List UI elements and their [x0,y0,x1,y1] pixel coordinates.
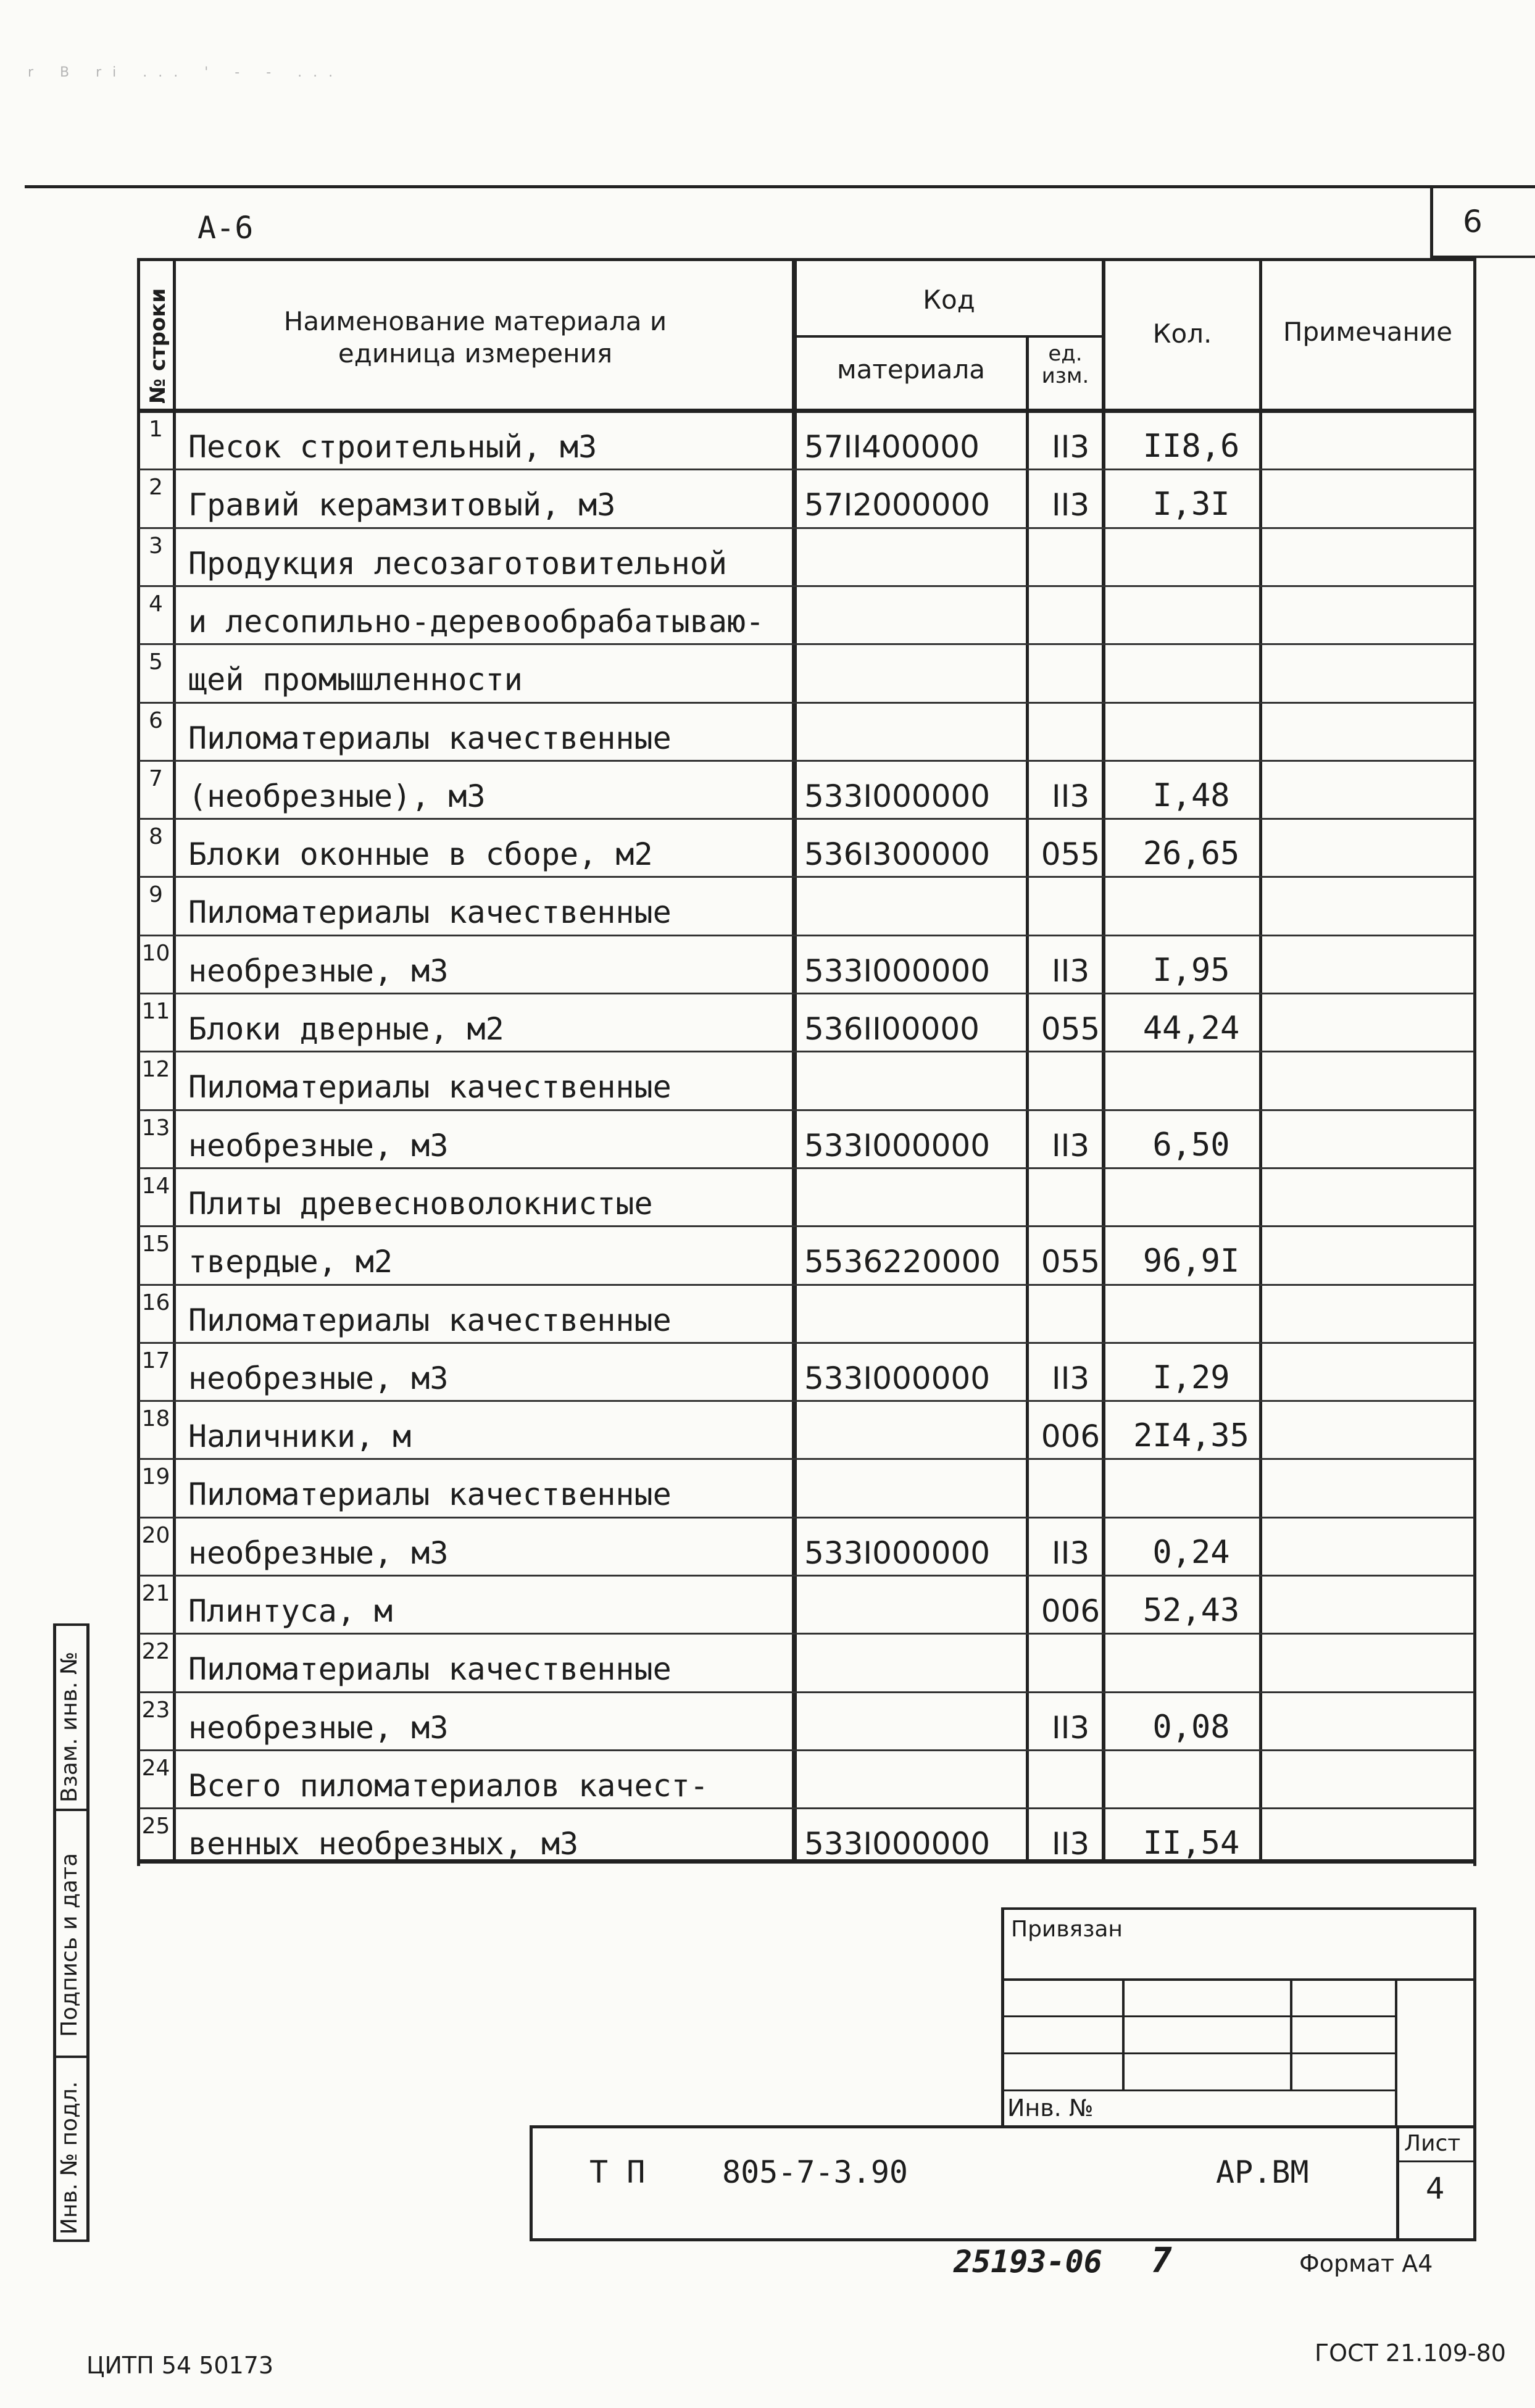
row-number: 22 [141,1639,170,1665]
unit-code: II3 [1051,487,1090,523]
material-code [799,1575,1034,1633]
row-number: 13 [141,1115,170,1141]
row-divider [139,1807,1474,1809]
table-row [139,702,1474,760]
unit-code [1032,1633,1109,1691]
sheet-label: А-6 [198,210,254,246]
quantity: 2I4,35 [1133,1417,1249,1455]
podpis-label: Подпись и дата [57,1852,82,2037]
unit-code [1032,1167,1109,1225]
material-code: 57II400000 [804,429,980,465]
table-row [139,1517,1474,1575]
table-row [139,1400,1474,1458]
table-row [139,1691,1474,1749]
material-code [799,1691,1034,1749]
header-name: Наименование материала и единица измерения [283,306,667,369]
material-code [799,1749,1034,1807]
row-divider [139,1691,1474,1693]
material-code: 536I300000 [804,836,991,873]
quantity [1111,643,1271,701]
material-code [799,643,1034,701]
material-code [799,1051,1034,1109]
table-row [139,876,1474,934]
row-divider [139,760,1474,762]
quantity: 26,65 [1142,835,1240,873]
row-number: 21 [141,1581,170,1606]
quantity [1111,1051,1271,1109]
material-code [799,702,1034,760]
doc-code: АР.ВМ [1216,2154,1309,2190]
header-material: материала [836,354,985,385]
material-code [799,1633,1034,1691]
table-row [139,585,1474,643]
row-divider [139,818,1474,820]
material-name: необрезные, м3 [188,1535,449,1571]
material-code [799,585,1034,643]
table-row [139,1749,1474,1807]
row-divider [139,1225,1474,1227]
unit-code: II3 [1051,952,1090,989]
table-row [139,1633,1474,1691]
row-number: 9 [149,882,163,908]
table-row [139,935,1474,993]
unit-code [1032,1051,1109,1109]
row-divider [139,1400,1474,1402]
row-number: 19 [141,1464,170,1490]
unit-code: 055 [1041,1244,1100,1280]
unit-code: 055 [1041,836,1100,873]
row-number: 12 [141,1057,170,1083]
row-number: 10 [141,940,170,966]
scan-noise: r B ri ... ' - - ... [28,65,344,80]
header-code: Код [923,285,975,315]
quantity: 0,24 [1152,1533,1230,1571]
material-code [799,1167,1034,1225]
row-number: 2 [149,475,163,501]
row-number: 7 [149,765,163,791]
unit-code [1032,1284,1109,1342]
quantity: 0,08 [1152,1708,1230,1746]
quantity [1111,585,1271,643]
quantity [1111,1633,1271,1691]
quantity: II8,6 [1142,428,1240,465]
row-divider [139,1517,1474,1519]
unit-code [1032,643,1109,701]
quantity: I,95 [1152,951,1230,989]
row-number: 6 [149,707,163,733]
material-name: Пиломатериалы качественные [188,1477,672,1513]
row-divider [139,993,1474,994]
citp-label: ЦИТП 54 50173 [86,2352,274,2379]
quantity: 6,50 [1152,1126,1230,1164]
table-row [139,1284,1474,1342]
quantity [1111,1749,1271,1807]
row-divider [139,1167,1474,1169]
table-row [139,1807,1474,1865]
material-name: Гравий керамзитовый, м3 [188,487,616,523]
material-code [799,1458,1034,1516]
material-name: Блоки оконные в сборе, м2 [188,836,653,873]
row-divider [139,1749,1474,1751]
quantity [1111,1284,1271,1342]
material-name: твердые, м2 [188,1244,393,1280]
row-number-label: № строки [146,288,170,404]
material-code [799,527,1034,585]
row-number: 8 [149,824,163,850]
material-code: 533I000000 [804,1535,991,1571]
quantity: II,54 [1142,1825,1240,1862]
material-name: необрезные, м3 [188,952,449,989]
quantity: 44,24 [1142,1010,1240,1047]
material-name: необрезные, м3 [188,1709,449,1746]
material-name: Пиломатериалы качественные [188,1302,672,1338]
material-code: 536II00000 [804,1011,980,1047]
unit-code [1032,702,1109,760]
unit-code: II3 [1051,429,1090,465]
material-name: Плиты древесноволокнистые [188,1185,653,1222]
quantity [1111,876,1271,934]
row-divider [139,1575,1474,1577]
doc-number: 805-7-3.90 [722,2154,909,2190]
table-row [139,993,1474,1051]
table-row [139,818,1474,876]
material-code [799,1400,1034,1458]
row-divider [139,469,1474,470]
unit-code [1032,876,1109,934]
material-name: щей промышленности [188,662,523,698]
table-row [139,1342,1474,1400]
page-number: 6 [1463,204,1483,240]
row-divider [139,1458,1474,1460]
unit-code: II3 [1051,778,1090,814]
row-divider [139,702,1474,704]
material-name: необрезные, м3 [188,1127,449,1164]
quantity [1111,527,1271,585]
material-code: 533I000000 [804,1360,991,1396]
header-unit: ед. изм. [1041,341,1089,388]
row-number: 5 [149,649,163,675]
table-row [139,1167,1474,1225]
handwritten-number: 25193-06 [954,2244,1102,2280]
row-divider [139,1633,1474,1635]
row-number: 3 [149,533,163,559]
material-code: 5536220000 [804,1244,1001,1280]
unit-code: 006 [1041,1593,1100,1629]
tp-label: Т П [589,2154,646,2190]
material-code [799,876,1034,934]
material-name: Продукция лесозаготовительной [188,545,727,581]
table-row [139,760,1474,818]
row-number: 1 [149,417,163,442]
header-note: Примечание [1283,317,1453,347]
material-name: и лесопильно-деревообрабатываю- [188,603,765,639]
table-row [139,643,1474,701]
material-code: 533I000000 [804,1826,991,1862]
table-row [139,1109,1474,1167]
row-number: 16 [141,1289,170,1315]
row-number: 17 [141,1348,170,1373]
table-row [139,469,1474,527]
format-label: Формат А4 [1299,2250,1433,2277]
material-name: Пиломатериалы качественные [188,1651,672,1688]
unit-code: II3 [1051,1127,1090,1164]
quantity: 96,9I [1142,1243,1240,1280]
row-divider [139,1284,1474,1286]
handwritten-page: 7 [1151,2241,1172,2281]
header-row-number [141,264,173,407]
materials-table [139,410,1474,1867]
unit-code [1032,527,1109,585]
table-row [139,1225,1474,1283]
unit-code [1032,1458,1109,1516]
quantity [1111,1167,1271,1225]
row-divider [139,585,1474,587]
material-code: 57I2000000 [804,487,991,523]
row-number: 14 [141,1173,170,1199]
table-row [139,1051,1474,1109]
row-number: 25 [141,1814,170,1839]
row-number: 18 [141,1406,170,1432]
row-number: 20 [141,1522,170,1548]
header-qty: Кол. [1152,319,1212,349]
material-name: венных необрезных, м3 [188,1826,579,1862]
privyazan-label: Привязан [1011,1917,1123,1942]
material-name: Наличники, м [188,1419,412,1455]
vzam-inv-label: Взам. инв. № [57,1651,82,1802]
row-number: 24 [141,1755,170,1781]
material-code [799,1284,1034,1342]
unit-code: II3 [1051,1826,1090,1862]
table-row [139,410,1474,469]
gost-label: ГОСТ 21.109-80 [1315,2339,1506,2367]
row-divider [139,527,1474,529]
material-name: Блоки дверные, м2 [188,1011,504,1047]
quantity [1111,1458,1271,1516]
table-row [139,1575,1474,1633]
material-name: Песок строительный, м3 [188,429,597,465]
quantity: 52,43 [1142,1592,1240,1629]
list-number: 4 [1426,2172,1445,2206]
unit-code: II3 [1051,1535,1090,1571]
row-divider [139,1109,1474,1111]
inv-no-label: Инв. № [1007,2094,1094,2122]
material-name: необрезные, м3 [188,1360,449,1396]
material-name: Всего пиломатериалов качест- [188,1767,709,1804]
row-number: 15 [141,1231,170,1257]
unit-code: 055 [1041,1011,1100,1047]
row-divider [139,1051,1474,1052]
quantity: I,29 [1152,1359,1230,1396]
unit-code: II3 [1051,1709,1090,1746]
material-code: 533I000000 [804,952,991,989]
unit-code: 006 [1041,1419,1100,1455]
list-label: Лист [1404,2131,1461,2156]
row-divider [139,876,1474,878]
row-number: 11 [141,999,170,1024]
material-name: (необрезные), м3 [188,778,486,814]
material-name: Пиломатериалы качественные [188,894,672,931]
unit-code [1032,1749,1109,1807]
unit-code: II3 [1051,1360,1090,1396]
row-divider [139,935,1474,936]
material-code: 533I000000 [804,1127,991,1164]
material-name: Пиломатериалы качественные [188,720,672,756]
quantity: I,3I [1152,486,1230,523]
quantity: I,48 [1152,777,1230,814]
material-name: Плинтуса, м [188,1593,393,1629]
unit-code [1032,585,1109,643]
material-name: Пиломатериалы качественные [188,1069,672,1106]
table-row [139,527,1474,585]
row-divider [139,643,1474,645]
row-number: 23 [141,1697,170,1723]
inv-podl-label: Инв. № подл. [57,2081,82,2235]
row-number: 4 [149,591,163,617]
quantity [1111,702,1271,760]
table-row [139,1458,1474,1516]
material-code: 533I000000 [804,778,991,814]
row-divider [139,1342,1474,1344]
